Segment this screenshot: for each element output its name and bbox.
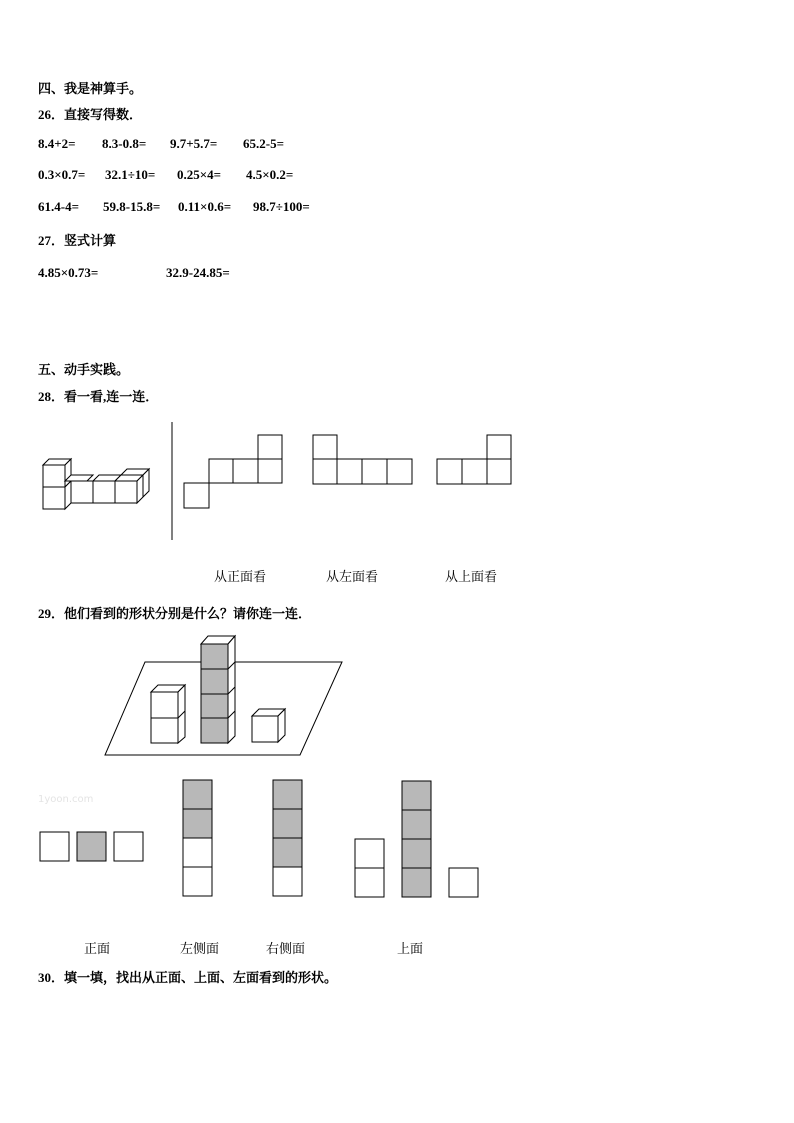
q28-label-top: 从上面看 <box>445 570 498 585</box>
q29-title: 29．他们看到的形状分别是什么？请你连一连． <box>38 606 312 621</box>
watermark: 1yoon.com <box>38 794 94 805</box>
q28-view-front <box>184 435 282 508</box>
q29-option-2 <box>183 780 212 896</box>
q29-label-front: 正面 <box>84 942 111 957</box>
expr: 32.1÷10= <box>105 167 156 182</box>
q29-label-top: 上面 <box>397 942 424 957</box>
expr: 8.4+2= <box>38 136 76 151</box>
expr: 0.3×0.7= <box>38 167 86 182</box>
expr: 98.7÷100= <box>253 199 310 214</box>
expr: 32.9-24.85= <box>166 265 230 280</box>
q28-view-top <box>437 435 511 484</box>
q29-label-right-side: 右侧面 <box>266 942 306 957</box>
expr: 0.11×0.6= <box>178 199 232 214</box>
expr: 8.3-0.8= <box>102 136 147 151</box>
q29-option-4 <box>355 781 478 897</box>
q29-label-left-side: 左侧面 <box>180 942 220 957</box>
q29-platform <box>105 636 342 755</box>
q28-title: 28．看一看,连一连． <box>38 389 159 404</box>
q30-title: 30．填一填，找出从正面、上面、左面看到的形状。 <box>38 970 338 985</box>
expr: 4.85×0.73= <box>38 265 99 280</box>
section-4-title: 四、我是神算手。 <box>38 81 143 96</box>
expr: 0.25×4= <box>177 167 222 182</box>
section-5-title: 五、动手实践。 <box>38 362 130 377</box>
expr: 4.5×0.2= <box>246 167 294 182</box>
expr: 65.2-5= <box>243 136 284 151</box>
expr: 61.4-4= <box>38 199 79 214</box>
q28-label-left: 从左面看 <box>326 570 379 585</box>
q27-title: 27．竖式计算 <box>38 233 117 248</box>
q29-option-3 <box>273 780 302 896</box>
q26-title: 26．直接写得数． <box>38 107 143 122</box>
expr: 9.7+5.7= <box>170 136 218 151</box>
q28-3d-blocks <box>43 459 149 509</box>
q28-label-front: 从正面看 <box>214 570 267 585</box>
q28-view-left <box>313 435 412 484</box>
expr: 59.8-15.8= <box>103 199 161 214</box>
q29-option-1 <box>40 832 143 861</box>
